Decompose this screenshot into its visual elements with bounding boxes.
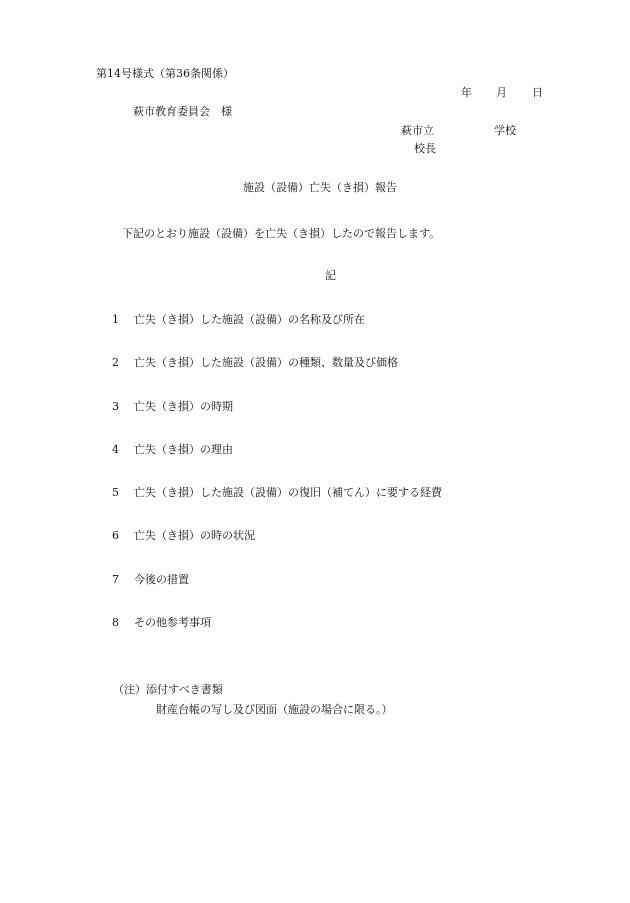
item-number: 1	[112, 313, 119, 326]
item-number: 6	[112, 529, 119, 542]
note-label: （注）添付すべき書類	[113, 683, 223, 696]
item-text: 亡失（き損）の時の状況	[134, 529, 255, 542]
sender-city-prefix: 萩市立	[401, 124, 434, 137]
item-number: 2	[112, 356, 119, 369]
list-item	[112, 443, 233, 457]
date-year: 年	[461, 86, 472, 99]
item-text: 亡失（き損）した施設（設備）の名称及び所在	[134, 313, 365, 326]
sender-school-suffix: 学校	[494, 124, 516, 137]
intro-text: 下記のとおり施設（設備）を亡失（き損）したので報告します。	[122, 227, 441, 240]
list-item	[112, 356, 398, 370]
form-number: 第14号様式（第36条関係）	[96, 67, 234, 80]
note-content: 財産台帳の写し及び図面（施設の場合に限る。）	[156, 703, 393, 716]
item-number: 5	[112, 486, 119, 499]
item-text: 亡失（き損）した施設（設備）の種類、数量及び価格	[134, 356, 398, 369]
item-text: 亡失（き損）の理由	[134, 443, 233, 456]
item-number: 7	[112, 573, 119, 586]
date-month: 月	[496, 86, 507, 99]
ki-heading: 記	[325, 269, 336, 282]
list-item	[112, 616, 211, 630]
item-text: その他参考事項	[134, 616, 211, 629]
list-item	[112, 529, 255, 543]
list-item	[112, 313, 365, 327]
list-item	[112, 573, 189, 587]
item-number: 3	[112, 400, 119, 413]
item-text: 今後の措置	[134, 573, 189, 586]
addressee: 萩市教育委員会 様	[133, 105, 232, 118]
item-text: 亡失（き損）の時期	[134, 400, 233, 413]
item-number: 4	[112, 443, 119, 456]
list-item	[112, 400, 233, 414]
list-item	[112, 486, 442, 500]
date-day: 日	[532, 86, 543, 99]
document-title: 施設（設備）亡失（き損）報告	[243, 181, 397, 194]
item-number: 8	[112, 616, 119, 629]
sender-principal: 校長	[414, 142, 436, 155]
item-text: 亡失（き損）した施設（設備）の復旧（補てん）に要する経費	[134, 486, 442, 499]
